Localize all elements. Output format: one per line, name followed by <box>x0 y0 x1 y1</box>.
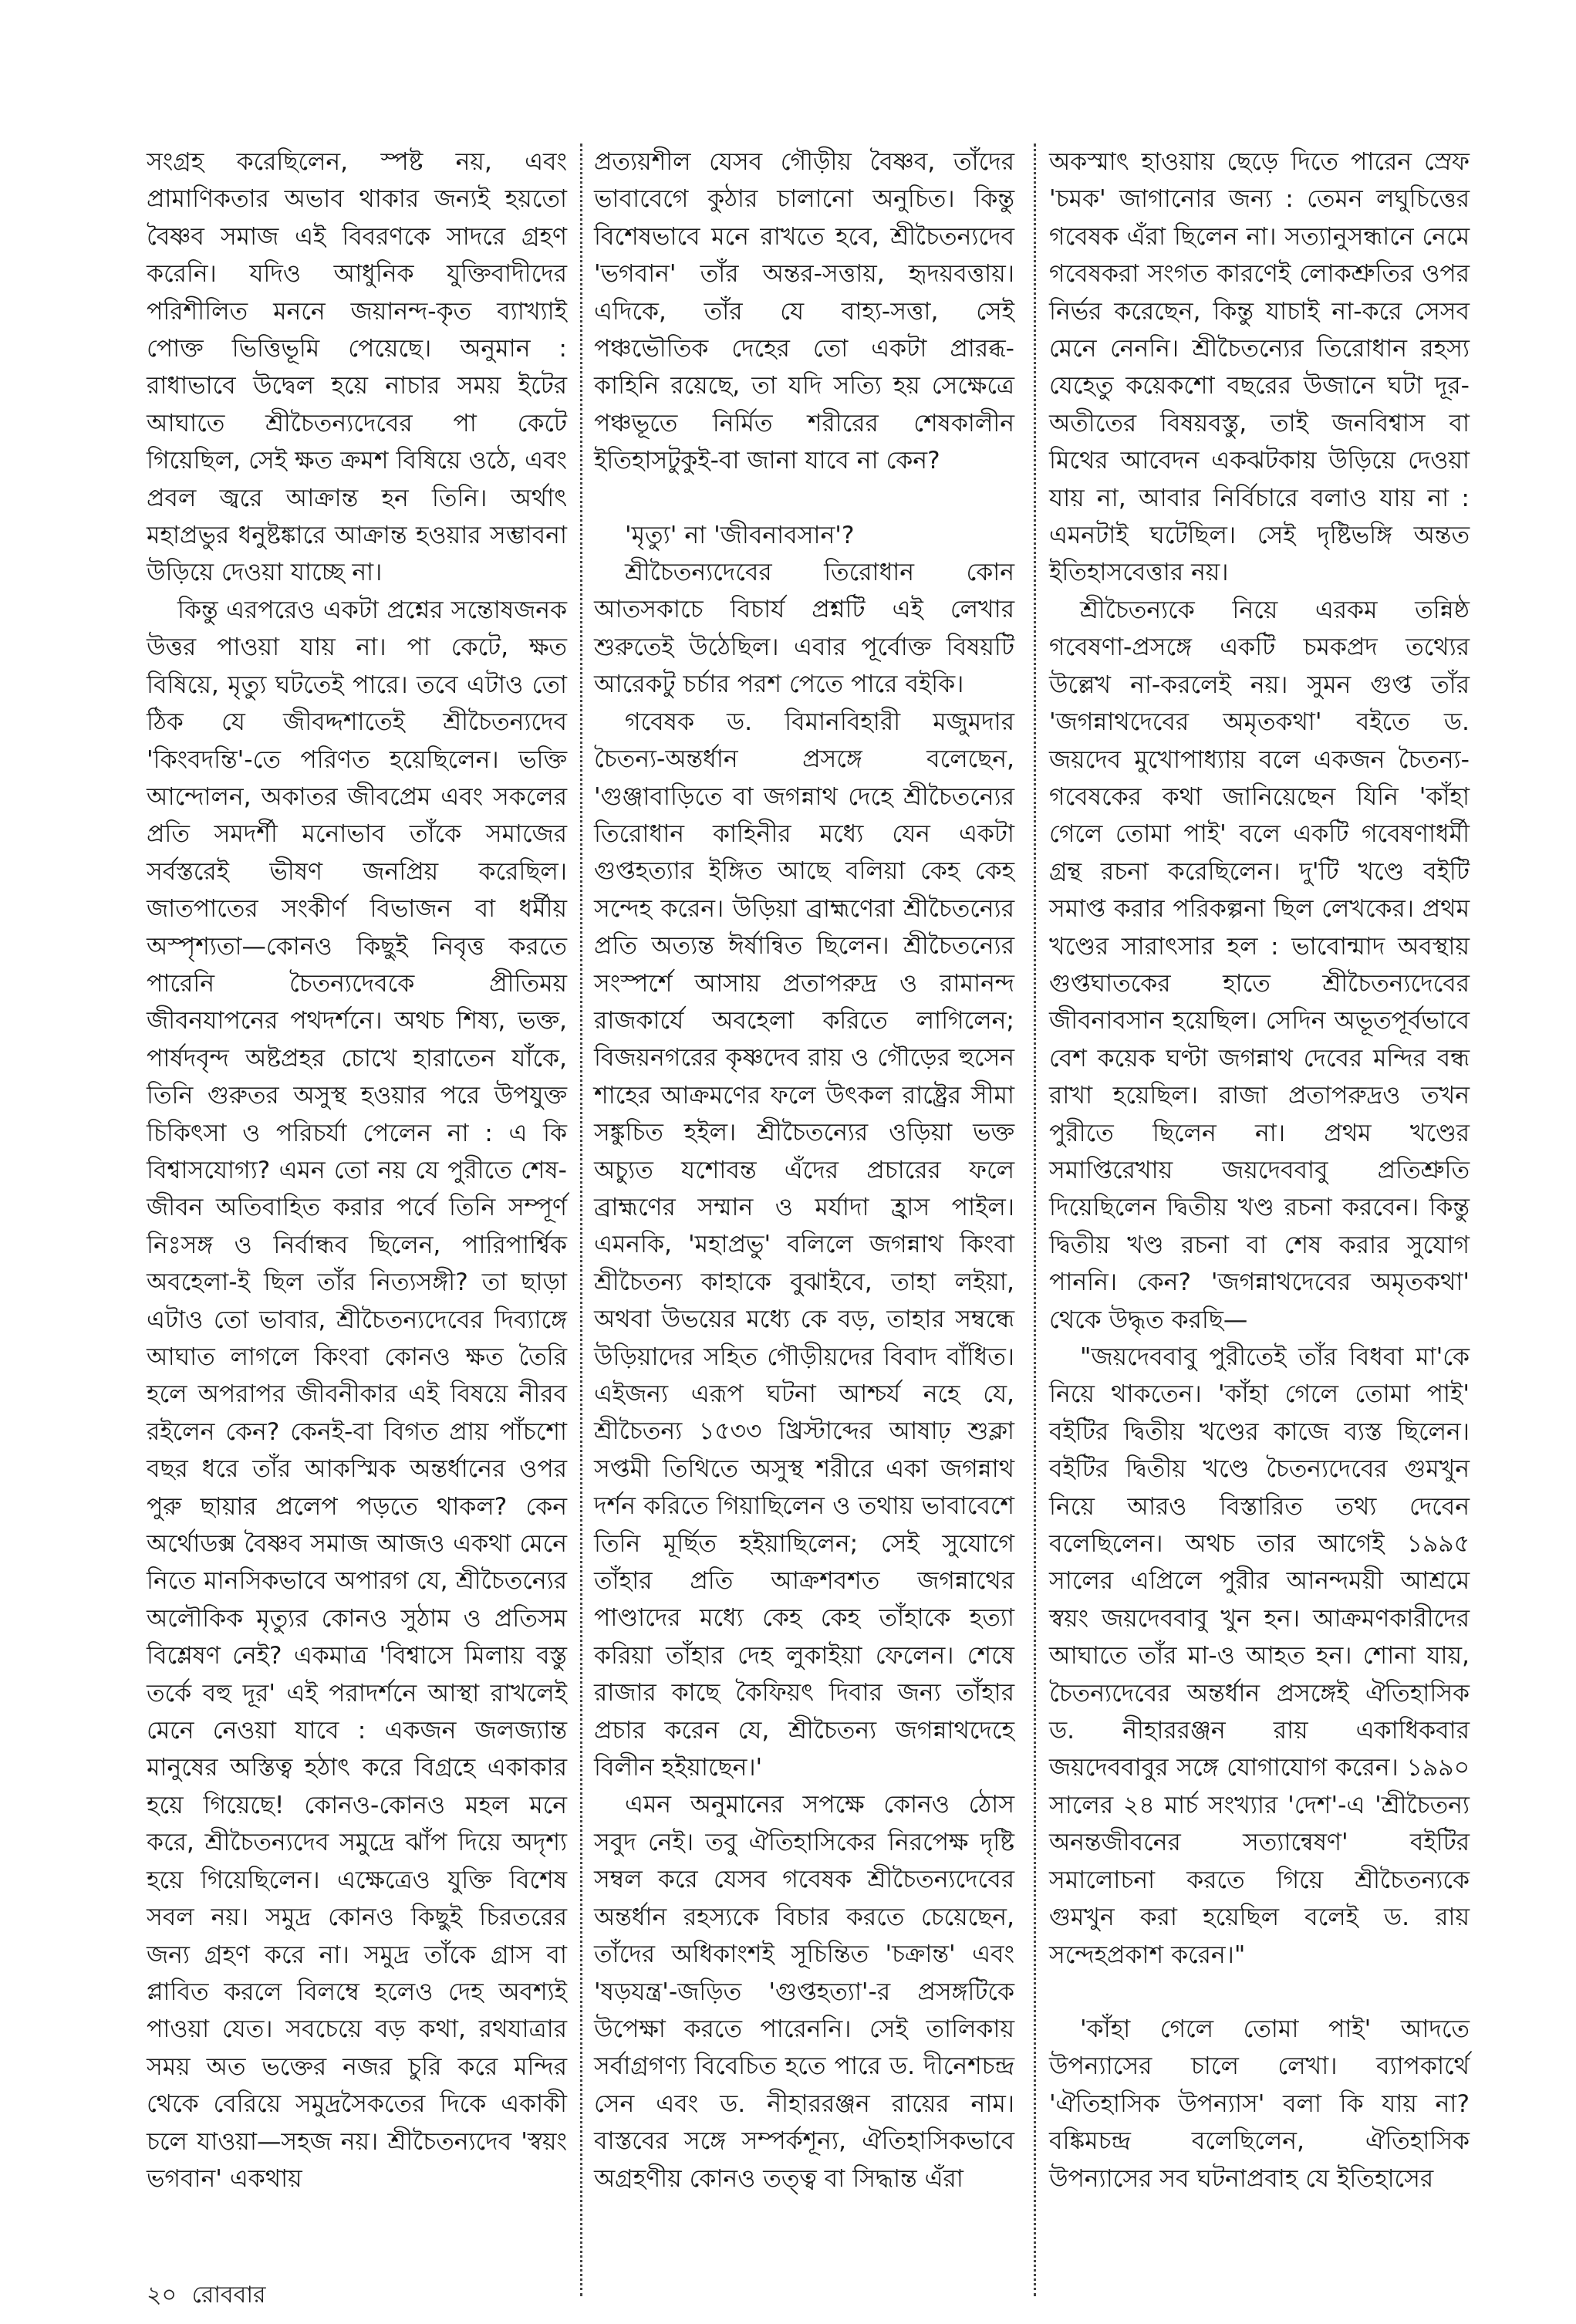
page-number: ২০ <box>147 2282 177 2309</box>
paragraph: গবেষক ড. বিমানবিহারী মজুমদার চৈতন্য-অন্তর্ধান প্রসঙ্গে বলেছেন, 'গুঞ্জাবাড়িতে বা জগন্নাথ দেহে শ্রীচৈতন্যের তিরোধান কাহিনীর মধ্যে যেন একটা গুপ্তহত্যার ইঙ্গিত আছে বলিয়া কেহ কেহ সন্দেহ করেন। উড়িয়া ব্রাহ্মণেরা শ্রীচৈতন্যের প্রতি অত্যন্ত ঈর্ষান্বিত ছিলেন। শ্রীচৈতন্যের সংস্পর্শে আসায় প্রতাপরুদ্র ও রামানন্দ রাজকার্যে অবহেলা করিতে লাগিলেন; বিজয়নগরের কৃষ্ণদেব রায় ও গৌড়ের হুসেন শাহের আক্রমণের ফলে উৎকল রাষ্ট্রের সীমা সঙ্কুচিত হইল। শ্রীচৈতন্যের ওড়িয়া ভক্ত অচ্যুত যশোবন্ত এঁদের প্রচারের ফলে ব্রাহ্মণের সম্মান ও মর্যাদা হ্রাস পাইল। এমনকি, 'মহাপ্রভু' বলিলে জগন্নাথ কিংবা শ্রীচৈতন্য কাহাকে বুঝাইবে, তাহা লইয়া, অথবা উভয়ের মধ্যে কে বড়, তাহার সম্বন্ধে উড়িয়াদের সহিত গৌড়ীয়দের বিবাদ বাঁধিত। এইজন্য এরূপ ঘটনা আশ্চর্য নহে যে, শ্রীচৈতন্য ১৫৩৩ খ্রিস্টাব্দের আষাঢ় শুক্লা সপ্তমী তিথিতে অসুস্থ শরীরে একা জগন্নাথ দর্শন করিতে গিয়াছিলেন ও তথায় ভাবাবেশে তিনি মূর্ছিত হইয়াছিলেন; সেই সুযোগে তাঁহার প্রতি আক্রশবশত জগন্নাথের পাণ্ডাদের মধ্যে কেহ কেহ তাঁহাকে হত্যা করিয়া তাঁহার দেহ লুকাইয়া ফেলেন। শেষে রাজার কাছে কৈফিয়ৎ দিবার জন্য তাঁহার প্রচার করেন যে, শ্রীচৈতন্য জগন্নাথদেহে বিলীন হইয়াছেন।' <box>594 708 1014 1782</box>
paragraph: এমন অনুমানের সপক্ষে কোনও ঠোস সবুদ নেই। তবু ঐতিহাসিকের নিরপেক্ষ দৃষ্টি সম্বল করে যেসব গবেষক শ্রীচৈতন্যদেবের অন্তর্ধান রহস্যকে বিচার করতে চেয়েছেন, তাঁদের অধিকাংশই সূচিন্তিত 'চক্রান্ত' এবং 'ষড়যন্ত্র'-জড়িত 'গুপ্তহত্যা'-র প্রসঙ্গটিকে উপেক্ষা করতে পারেননি। সেই তালিকায় সর্বাগ্রগণ্য বিবেচিত হতে পারে ড. দীনেশচন্দ্র সেন এবং ড. নীহাররঞ্জন রায়ের নাম। বাস্তবের সঙ্গে সম্পর্কশূন্য, ঐতিহাসিকভাবে অগ্রহণীয় কোনও তত্ত্ব বা সিদ্ধান্ত এঁরা <box>594 1791 1014 2193</box>
paragraph: কিন্তু এরপরেও একটা প্রশ্নের সন্তোষজনক উত্তর পাওয়া যায় না। পা কেটে, ক্ষত বিষিয়ে, মৃত্যু ঘটতেই পারে। তবে এটাও তো ঠিক যে জীবদ্দশাতেই শ্রীচৈতন্যদেব 'কিংবদন্তি'-তে পরিণত হয়েছিলেন। ভক্তি আন্দোলন, অকাতর জীবপ্রেম এবং সকলের প্রতি সমদর্শী মনোভাব তাঁকে সমাজের সর্বস্তরেই ভীষণ জনপ্রিয় করেছিল। জাতপাতের সংকীর্ণ বিভাজন বা ধর্মীয় অস্পৃশ্যতা—কোনও কিছুই নিবৃত্ত করতে পারেনি চৈতন্যদেবকে প্রীতিময় জীবনযাপনের পথদর্শনে। অথচ শিষ্য, ভক্ত, পার্ষদবৃন্দ অষ্টপ্রহর চোখে হারাতেন যাঁকে, তিনি গুরুতর অসুস্থ হওয়ার পরে উপযুক্ত চিকিৎসা ও পরিচর্যা পেলেন না : এ কি বিশ্বাসযোগ্য? এমন তো নয় যে পুরীতে শেষ-জীবন অতিবাহিত করার পর্বে তিনি সম্পূর্ণ নিঃসঙ্গ ও নির্বান্ধব ছিলেন, পারিপার্শ্বিক অবহেলা-ই ছিল তাঁর নিত্যসঙ্গী? তা ছাড়া এটাও তো ভাবার, শ্রীচৈতন্যদেবের দিব্যাঙ্গে আঘাত লাগলে কিংবা কোনও ক্ষত তৈরি হলে অপরাপর জীবনীকার এই বিষয়ে নীরব রইলেন কেন? কেনই-বা বিগত প্রায় পাঁচশো বছর ধরে তাঁর আকস্মিক অন্তর্ধানের ওপর পুরু ছায়ার প্রলেপ পড়তে থাকল? কেন অর্থোডক্স বৈষ্ণব সমাজ আজও একথা মেনে নিতে মানসিকভাবে অপারগ যে, শ্রীচৈতন্যের অলৌকিক মৃত্যুর কোনও সুঠাম ও প্রতিসম বিশ্লেষণ নেই? একমাত্র 'বিশ্বাসে মিলায় বস্তু তর্কে বহু দূর' এই পরাদর্শনে আস্থা রাখলেই মেনে নেওয়া যাবে : একজন জলজ্যান্ত মানুষের অস্তিত্ব হঠাৎ করে বিগ্রহে একাকার হয়ে গিয়েছে! কোনও-কোনও মহল মনে করে, শ্রীচৈতন্যদেব সমুদ্রে ঝাঁপ দিয়ে অদৃশ্য হয়ে গিয়েছিলেন। এক্ষেত্রেও যুক্তি বিশেষ সবল নয়। সমুদ্র কোনও কিছুই চিরতরের জন্য গ্রহণ করে না। সমুদ্র তাঁকে গ্রাস বা প্লাবিত করলে বিলম্বে হলেও দেহ অবশ্যই পাওয়া যেত। সবচেয়ে বড় কথা, রথযাত্রার সময় অত ভক্তের নজর চুরি করে মন্দির থেকে বেরিয়ে সমুদ্রসৈকতের দিকে একাকী চলে যাওয়া—সহজ নয়। শ্রীচৈতন্যদেব 'স্বয়ং ভগবান' একথায় <box>147 596 567 2193</box>
paragraph: শ্রীচৈতন্যদেবের তিরোধান কোন আতসকাচে বিচার্য প্রশ্নটি এই লেখার শুরুতেই উঠেছিল। এবার পূর্বোক্ত বিষয়টি আরেকটু চর্চার পরশ পেতে পারে বইকি। <box>594 559 1014 699</box>
article-column-1 <box>147 144 567 2197</box>
column-divider <box>1034 144 1036 2296</box>
paragraph: 'কাঁহা গেলে তোমা পাই' আদতে উপন্যাসের চালে লেখা। ব্যাপকার্থে 'ঐতিহাসিক উপন্যাস' বলা কি যায় না? বঙ্কিমচন্দ্র বলেছিলেন, ঐতিহাসিক উপন্যাসের সব ঘটনাপ্রবাহ যে ইতিহাসের <box>1049 2015 1470 2193</box>
block-quote: "জয়দেববাবু পুরীতেই তাঁর বিধবা মা'কে নিয়ে থাকতেন। 'কাঁহা গেলে তোমা পাই' বইটির দ্বিতীয় খণ্ডের কাজে ব্যস্ত ছিলেন। বইটির দ্বিতীয় খণ্ডে চৈতন্যদেবের গুমখুন নিয়ে আরও বিস্তারিত তথ্য দেবেন বলেছিলেন। অথচ তার আগেই ১৯৯৫ সালের এপ্রিলে পুরীর আনন্দময়ী আশ্রমে স্বয়ং জয়দেববাবু খুন হন। আক্রমণকারীদের আঘাতে তাঁর মা-ও আহত হন। শোনা যায়, চৈতন্যদেবের অন্তর্ধান প্রসঙ্গেই ঐতিহাসিক ড. নীহাররঞ্জন রায় একাধিকবার জয়দেববাবুর সঙ্গে যোগাযোগ করেন। ১৯৯০ সালের ২৪ মার্চ সংখ্যার 'দেশ'-এ 'শ্রীচৈতন্য অনন্তজীবনের সত্যান্বেষণ' বইটির সমালোচনা করতে গিয়ে শ্রীচৈতন্যকে গুমখুন করা হয়েছিল বলেই ড. রায় সন্দেহপ্রকাশ করেন।" <box>1049 1343 1470 1969</box>
subheading: 'মৃত্যু' না 'জীবনাবসান'? <box>625 521 855 549</box>
magazine-name: রোববার <box>191 2282 266 2309</box>
paragraph: অকস্মাৎ হাওয়ায় ছেড়ে দিতে পারেন স্রেফ 'চমক' জাগানোর জন্য : তেমন লঘুচিত্তের গবেষক এঁরা ছিলেন না। সত্যানুসন্ধানে নেমে গবেষকরা সংগত কারণেই লোকশ্রুতির ওপর নির্ভর করেছেন, কিন্তু যাচাই না-করে সেসব মেনে নেননি। শ্রীচৈতন্যের তিরোধান রহস্য যেহেতু কয়েকশো বছরের উজানে ঘটা দূর-অতীতের বিষয়বস্তু, তাই জনবিশ্বাস বা মিথের আবেদন একঝটকায় উড়িয়ে দেওয়া যায় না, আবার নির্বিচারে বলাও যায় না : এমনটাই ঘটেছিল। সেই দৃষ্টিভঙ্গি অন্তত ইতিহাসবেত্তার নয়। <box>1049 148 1470 587</box>
column-divider <box>580 144 582 2296</box>
page-footer <box>147 2280 274 2311</box>
paragraph: শ্রীচৈতন্যকে নিয়ে এরকম তন্নিষ্ঠ গবেষণা-প্রসঙ্গে একটি চমকপ্রদ তথ্যের উল্লেখ না-করলেই নয়। সুমন গুপ্ত তাঁর 'জগন্নাথদেবের অমৃতকথা' বইতে ড. জয়দেব মুখোপাধ্যায় বলে একজন চৈতন্য-গবেষকের কথা জানিয়েছেন যিনি 'কাঁহা গেলে তোমা পাই' বলে একটি গবেষণাধর্মী গ্রন্থ রচনা করেছিলেন। দু'টি খণ্ডে বইটি সমাপ্ত করার পরিকল্পনা ছিল লেখকের। প্রথম খণ্ডের সারাৎসার হল : ভাবোন্মাদ অবস্থায় গুপ্তঘাতকের হাতে শ্রীচৈতন্যদেবের জীবনাবসান হয়েছিল। সেদিন অভূতপূর্বভাবে বেশ কয়েক ঘণ্টা জগন্নাথ দেবের মন্দির বন্ধ রাখা হয়েছিল। রাজা প্রতাপরুদ্রও তখন পুরীতে ছিলেন না। প্রথম খণ্ডের সমাপ্তিরেখায় জয়দেববাবু প্রতিশ্রুতি দিয়েছিলেন দ্বিতীয় খণ্ড রচনা করবেন। কিন্তু দ্বিতীয় খণ্ড রচনা বা শেষ করার সুযোগ পাননি। কেন? 'জগন্নাথদেবের অমৃতকথা' থেকে উদ্ধৃত করছি— <box>1049 596 1470 1334</box>
paragraph: সংগ্রহ করেছিলেন, স্পষ্ট নয়, এবং প্রামাণিকতার অভাব থাকার জন্যই হয়তো বৈষ্ণব সমাজ এই বিবরণকে সাদরে গ্রহণ করেনি। যদিও আধুনিক যুক্তিবাদীদের পরিশীলিত মননে জয়ানন্দ-কৃত ব্যাখ্যাই পোক্ত ভিত্তিভূমি পেয়েছে। অনুমান : রাধাভাবে উদ্বেল হয়ে নাচার সময় ইটের আঘাতে শ্রীচৈতন্যদেবের পা কেটে গিয়েছিল, সেই ক্ষত ক্রমশ বিষিয়ে ওঠে, এবং প্রবল জ্বরে আক্রান্ত হন তিনি। অর্থাৎ মহাপ্রভুর ধনুষ্টঙ্কারে আক্রান্ত হওয়ার সম্ভাবনা উড়িয়ে দেওয়া যাচ্ছে না। <box>147 148 567 587</box>
article-column-2 <box>594 144 1014 2197</box>
paragraph: প্রত্যয়শীল যেসব গৌড়ীয় বৈষ্ণব, তাঁদের ভাবাবেগে কুঠার চালানো অনুচিত। কিন্তু বিশেষভাবে মনে রাখতে হবে, শ্রীচৈতন্যদেব 'ভগবান' তাঁর অন্তর-সত্তায়, হৃদয়বত্তায়। এদিকে, তাঁর যে বাহ্য-সত্তা, সেই পঞ্চভৌতিক দেহের তো একটা প্রারব্ধ-কাহিনি রয়েছে, তা যদি সত্যি হয় সেক্ষেত্রে পঞ্চভূতে নির্মিত শরীরের শেষকালীন ইতিহাসটুকুই-বা জানা যাবে না কেন? <box>594 148 1014 475</box>
article-column-3 <box>1049 144 1470 2197</box>
